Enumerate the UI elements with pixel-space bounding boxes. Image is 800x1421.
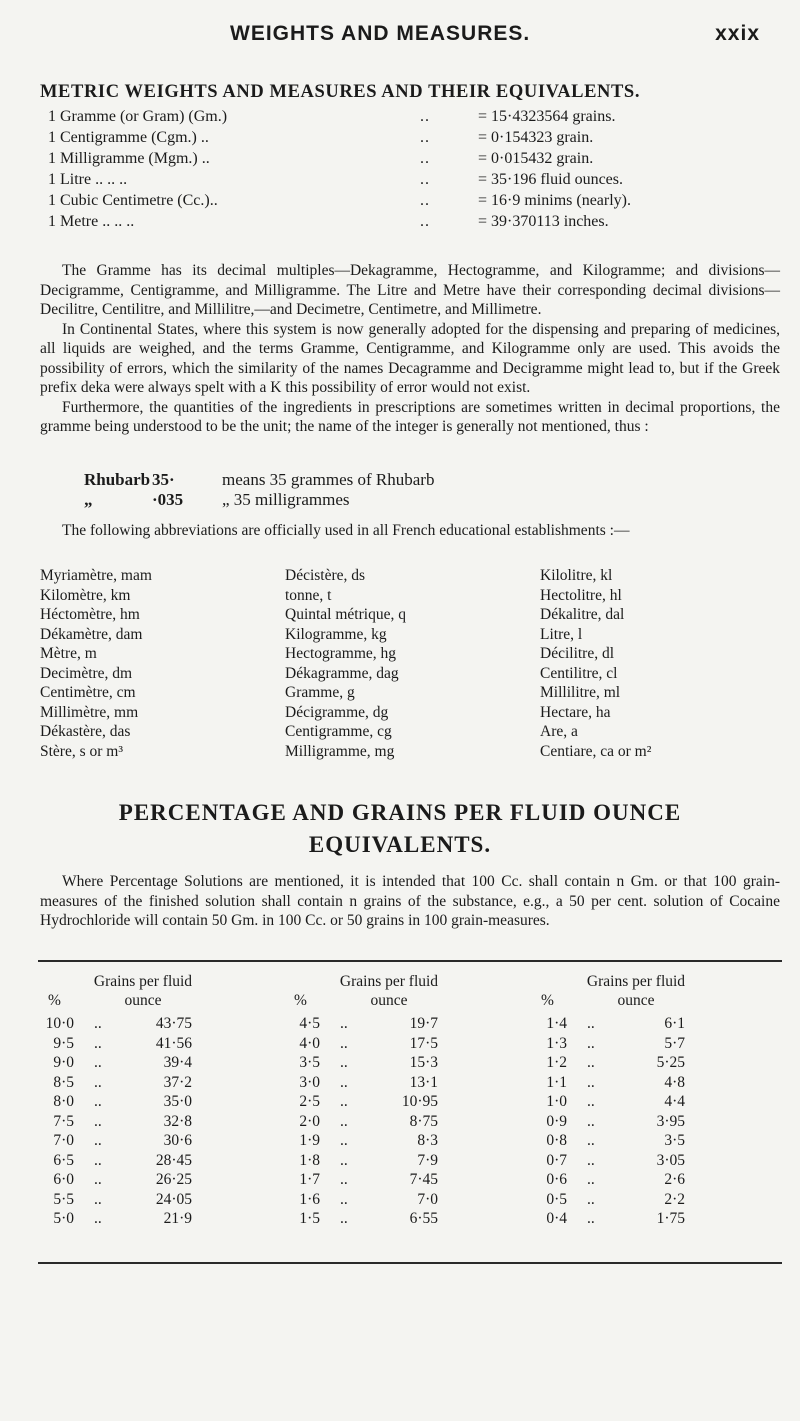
column-header-grains: Grains per fluid ounce (339, 973, 439, 1009)
leader-dots: .. (420, 129, 430, 146)
grains-value: 2·6 (664, 1171, 685, 1188)
running-head (0, 22, 800, 52)
table-block (286, 970, 526, 1229)
percent-value: 7·5 (53, 1112, 74, 1130)
percent-value: 0·8 (546, 1132, 567, 1149)
abbreviation-item: Litre, l (540, 625, 583, 643)
leader-dots: .. (587, 1132, 595, 1149)
example-drug: „ (84, 490, 93, 509)
grains-value: 6·55 (409, 1210, 438, 1227)
column-header-percent: % (294, 992, 307, 1009)
table-row (533, 1131, 773, 1151)
equivalent-value: = 39·370113 inches. (478, 213, 609, 230)
grains-value: 21·9 (163, 1210, 192, 1227)
grains-value: 6·1 (664, 1015, 685, 1032)
abbreviation-item: Dékastère, das (40, 723, 131, 740)
percent-value: 2·0 (299, 1112, 320, 1130)
percent-value: 6·5 (53, 1151, 74, 1169)
percent-value: 1·8 (299, 1151, 320, 1169)
abbreviation-item: Hectolitre, hl (540, 586, 622, 604)
leader-dots: .. (94, 1210, 102, 1227)
table-row (533, 1092, 773, 1112)
grains-value: 8·3 (417, 1132, 438, 1149)
leader-dots: .. (340, 1112, 348, 1130)
table-row (533, 1073, 773, 1093)
table-row (286, 1170, 526, 1190)
grains-value: 3·95 (656, 1112, 685, 1130)
percent-value: 1·9 (299, 1132, 320, 1149)
leader-dots: .. (340, 1132, 348, 1149)
table-row (286, 1014, 526, 1034)
percentage-intro (40, 872, 780, 931)
leader-dots: .. (340, 1171, 348, 1188)
example-quantity: ·035 (152, 490, 184, 509)
percent-value: 3·0 (299, 1073, 320, 1091)
percent-value: 4·5 (299, 1015, 320, 1032)
table-row (286, 1053, 526, 1073)
percent-value: 0·7 (546, 1151, 567, 1169)
table-header (40, 970, 280, 1014)
table-row (40, 1190, 280, 1210)
leader-dots: .. (587, 1015, 595, 1032)
column-header-grains: Grains per fluid ounce (586, 973, 686, 1009)
leader-dots: .. (94, 1171, 102, 1188)
metric-equivalents-table (48, 106, 788, 232)
unit-name: 1 Milligramme (Mgm.) .. (48, 150, 210, 167)
table-block (40, 970, 280, 1229)
leader-dots: .. (587, 1093, 595, 1110)
percent-value: 5·0 (53, 1210, 74, 1227)
abbreviation-item: Milligramme, mg (285, 742, 395, 760)
equivalent-row (48, 148, 788, 169)
percent-value: 1·1 (546, 1073, 567, 1091)
example-quantity: 35· (152, 470, 175, 489)
abbreviation-item: Décilitre, dl (540, 645, 615, 662)
grains-value: 5·25 (656, 1054, 685, 1071)
grains-value: 7·45 (409, 1171, 438, 1188)
leader-dots: .. (340, 1034, 348, 1052)
abbreviation-item: Centigramme, cg (285, 723, 392, 740)
percent-value: 8·5 (53, 1073, 74, 1091)
table-row (286, 1209, 526, 1229)
example-line (84, 490, 684, 510)
leader-dots: .. (94, 1151, 102, 1169)
abbreviation-item: Hectogramme, hg (285, 645, 397, 662)
paragraph-decimal-proportions: Furthermore, the quantities of the ingredients in prescriptions are sometimes written in decimal proportions, the gramme being understood to be the unit; the name of the integer is generally not mentioned, thus : (40, 398, 780, 435)
grains-value: 24·05 (155, 1190, 192, 1208)
grains-value: 13·1 (409, 1073, 438, 1091)
page-number: xxix (715, 22, 760, 45)
equivalent-row (48, 211, 788, 232)
paragraph-continental: In Continental States, where this system is now generally adopted for the dispensing and preparing of medicines, all liquids are weighed, and the terms Gramme, Centigramme, and Kilogramme only are used. This avoids the possibility of errors, which the similarity of the names Decagramme and Decigramme might lead to, but if the Greek prefix deka were always spelt with a K this possibility of error would not exist. (40, 320, 780, 396)
leader-dots: .. (94, 1093, 102, 1110)
abbreviation-item: Kilomètre, km (40, 586, 131, 604)
table-block (533, 970, 773, 1229)
leader-dots: .. (587, 1151, 595, 1169)
column-header-percent: % (48, 992, 61, 1009)
unit-name: 1 Metre .. .. .. (48, 213, 135, 230)
table-row (40, 1092, 280, 1112)
abbreviation-item: Gramme, g (285, 684, 355, 701)
abbreviation-item: Myriamètre, mam (40, 567, 152, 584)
table-row (533, 1034, 773, 1054)
leader-dots: .. (587, 1190, 595, 1208)
table-row (533, 1112, 773, 1132)
leader-dots: .. (587, 1171, 595, 1188)
leader-dots: .. (340, 1073, 348, 1091)
table-row (286, 1112, 526, 1132)
percent-value: 1·6 (299, 1190, 320, 1208)
table-row (533, 1014, 773, 1034)
percent-value: 0·5 (546, 1190, 567, 1208)
abbreviation-item: Mètre, m (40, 645, 97, 662)
leader-dots: .. (94, 1015, 102, 1032)
abbreviation-item: Dékamètre, dam (40, 625, 143, 643)
abbreviation-item: Décistère, ds (285, 567, 366, 584)
equivalent-row (48, 106, 788, 127)
abbreviation-column (540, 566, 651, 761)
leader-dots: .. (587, 1054, 595, 1071)
leader-dots: .. (420, 108, 430, 125)
table-row (40, 1112, 280, 1132)
percent-value: 0·6 (546, 1171, 567, 1188)
leader-dots: .. (420, 192, 430, 209)
percent-value: 7·0 (53, 1132, 74, 1149)
percentage-title-line-2: EQUIVALENTS. (308, 832, 492, 857)
grains-value: 2·2 (664, 1190, 685, 1208)
grains-value: 35·0 (163, 1093, 192, 1110)
leader-dots: .. (94, 1112, 102, 1130)
percent-value: 1·4 (546, 1015, 567, 1032)
grains-value: 26·25 (155, 1171, 192, 1188)
grains-value: 32·8 (163, 1112, 192, 1130)
leader-dots: .. (587, 1073, 595, 1091)
equivalent-row (48, 190, 788, 211)
grains-value: 8·75 (409, 1112, 438, 1130)
leader-dots: .. (340, 1151, 348, 1169)
leader-dots: .. (587, 1112, 595, 1130)
table-row (286, 1092, 526, 1112)
table-row (533, 1209, 773, 1229)
abbreviation-item: Stère, s or m³ (40, 742, 123, 760)
grains-value: 30·6 (163, 1132, 192, 1149)
column-header-grains: Grains per fluid ounce (93, 973, 193, 1009)
table-row (40, 1014, 280, 1034)
leader-dots: .. (340, 1054, 348, 1071)
percent-value: 0·4 (546, 1210, 567, 1227)
running-title: WEIGHTS AND MEASURES. (230, 22, 531, 45)
table-top-rule (38, 960, 782, 962)
percent-value: 9·0 (53, 1054, 74, 1071)
abbreviation-column (285, 566, 406, 761)
unit-name: 1 Centigramme (Cgm.) .. (48, 129, 209, 146)
abbreviations-intro-text: The following abbreviations are officially used in all French educational establishments :— (62, 522, 630, 539)
grains-value: 17·5 (409, 1034, 438, 1052)
equivalent-value: = 16·9 minims (nearly). (478, 192, 631, 209)
grains-value: 37·2 (163, 1073, 192, 1091)
leader-dots: .. (420, 150, 430, 167)
leader-dots: .. (340, 1190, 348, 1208)
grains-value: 3·5 (664, 1132, 685, 1149)
equivalent-row (48, 169, 788, 190)
leader-dots: .. (94, 1190, 102, 1208)
leader-dots: .. (94, 1034, 102, 1052)
abbreviation-column (40, 566, 152, 761)
percent-value: 6·0 (53, 1171, 74, 1188)
example-line (84, 470, 684, 490)
table-row (286, 1151, 526, 1171)
leader-dots: .. (420, 171, 430, 188)
table-row (40, 1053, 280, 1073)
abbreviation-item: Kilogramme, kg (285, 625, 387, 643)
equivalent-value: = 35·196 fluid ounces. (478, 171, 623, 188)
percent-value: 2·5 (299, 1093, 320, 1110)
grains-value: 3·05 (656, 1151, 685, 1169)
table-bottom-rule (38, 1262, 782, 1264)
table-header (533, 970, 773, 1014)
leader-dots: .. (340, 1093, 348, 1110)
leader-dots: .. (94, 1132, 102, 1149)
table-row (40, 1034, 280, 1054)
grains-value: 7·0 (417, 1190, 438, 1208)
table-row (286, 1131, 526, 1151)
grains-value: 10·95 (401, 1093, 438, 1110)
equivalent-value: = 0·154323 grain. (478, 129, 594, 146)
grains-value: 39·4 (163, 1054, 192, 1071)
abbreviation-item: Quintal métrique, q (285, 606, 406, 623)
abbreviations-intro (40, 521, 780, 541)
grains-value: 19·7 (409, 1015, 438, 1032)
percent-value: 1·0 (546, 1093, 567, 1110)
unit-name: 1 Litre .. .. .. (48, 171, 128, 188)
equivalent-row (48, 127, 788, 148)
grains-value: 15·3 (409, 1054, 438, 1071)
grains-value: 43·75 (155, 1015, 192, 1032)
table-row (40, 1151, 280, 1171)
percent-value: 0·9 (546, 1112, 567, 1130)
table-row (40, 1131, 280, 1151)
abbreviation-item: Centimètre, cm (40, 684, 136, 701)
abbreviation-item: tonne, t (285, 586, 332, 604)
equivalent-value: = 0·015432 grain. (478, 150, 594, 167)
grains-value: 28·45 (155, 1151, 192, 1169)
abbreviation-item: Hectare, ha (540, 703, 611, 721)
table-header (286, 970, 526, 1014)
leader-dots: .. (340, 1210, 348, 1227)
leader-dots: .. (94, 1073, 102, 1091)
unit-name: 1 Cubic Centimetre (Cc.).. (48, 192, 218, 209)
percent-value: 3·5 (299, 1054, 320, 1071)
abbreviation-item: Dékalitre, dal (540, 606, 625, 623)
grains-value: 41·56 (155, 1034, 192, 1052)
column-header-percent: % (541, 992, 554, 1009)
abbreviation-item: Dékagramme, dag (285, 664, 399, 682)
table-row (533, 1190, 773, 1210)
table-row (533, 1151, 773, 1171)
table-row (40, 1170, 280, 1190)
example-meaning: means 35 grammes of Rhubarb (222, 470, 435, 489)
table-row (533, 1053, 773, 1073)
grains-value: 4·8 (664, 1073, 685, 1091)
paragraph-multiples: The Gramme has its decimal multiples—Dekagramme, Hectogramme, and Kilogramme; and divisions—Decigramme, Centigramme, and Milligramme. The Litre and Metre have their corresponding decimal divisions—Decilitre, Centilitre, and Millilitre,—and Decimetre, Centimetre, and Millimetre. (40, 262, 780, 318)
percent-value: 5·5 (53, 1190, 74, 1208)
table-row (286, 1190, 526, 1210)
table-row (40, 1073, 280, 1093)
abbreviation-item: Héctomètre, hm (40, 606, 140, 623)
unit-name: 1 Gramme (or Gram) (Gm.) (48, 108, 228, 125)
abbreviation-item: Decimètre, dm (40, 664, 133, 682)
abbreviation-item: Kilolitre, kl (540, 567, 613, 584)
percent-value: 9·5 (53, 1034, 74, 1052)
abbreviation-item: Décigramme, dg (285, 703, 389, 721)
metric-explanation (40, 261, 780, 437)
percent-value: 4·0 (299, 1034, 320, 1052)
percentage-title-line-1: PERCENTAGE AND GRAINS PER FLUID OUNCE (118, 800, 682, 825)
equivalent-value: = 15·4323564 grains. (478, 108, 616, 125)
abbreviation-item: Centiare, ca or m² (540, 742, 652, 760)
percentage-intro-text: Where Percentage Solutions are mentioned, it is intended that 100 Cc. shall contain n Gm. or that 100 grain-measures of the finished solution shall contain n grains of the substance, e.g., a 50 per cent. solution of Cocaine Hydrochloride will contain 50 Gm. in 100 Cc. or 50 grains in 100 grain-measures. (40, 873, 780, 929)
leader-dots: .. (587, 1034, 595, 1052)
metric-equivalents-heading: METRIC WEIGHTS AND MEASURES AND THEIR EQUIVALENTS. (40, 82, 641, 102)
rhubarb-example (84, 470, 684, 510)
grains-value: 7·9 (417, 1151, 438, 1169)
leader-dots: .. (420, 213, 430, 230)
percent-value: 1·5 (299, 1210, 320, 1227)
table-row (286, 1034, 526, 1054)
percent-value: 1·3 (546, 1034, 567, 1052)
abbreviation-item: Centilitre, cl (540, 664, 618, 682)
percent-value: 1·7 (299, 1171, 320, 1188)
table-row (286, 1073, 526, 1093)
percent-value: 1·2 (546, 1054, 567, 1071)
grains-value: 5·7 (664, 1034, 685, 1052)
leader-dots: .. (587, 1210, 595, 1227)
leader-dots: .. (340, 1015, 348, 1032)
percentage-section-title (0, 797, 800, 861)
leader-dots: .. (94, 1054, 102, 1071)
abbreviation-item: Millimètre, mm (40, 703, 139, 721)
example-drug: Rhubarb (84, 470, 151, 489)
abbreviation-item: Are, a (540, 723, 578, 740)
table-row (40, 1209, 280, 1229)
percent-value: 10·0 (45, 1015, 74, 1032)
percent-value: 8·0 (53, 1093, 74, 1110)
table-row (533, 1170, 773, 1190)
example-meaning: „ 35 milligrammes (222, 490, 350, 509)
grains-value: 1·75 (656, 1210, 685, 1227)
abbreviation-item: Millilitre, ml (540, 684, 621, 701)
grains-value: 4·4 (664, 1093, 685, 1110)
